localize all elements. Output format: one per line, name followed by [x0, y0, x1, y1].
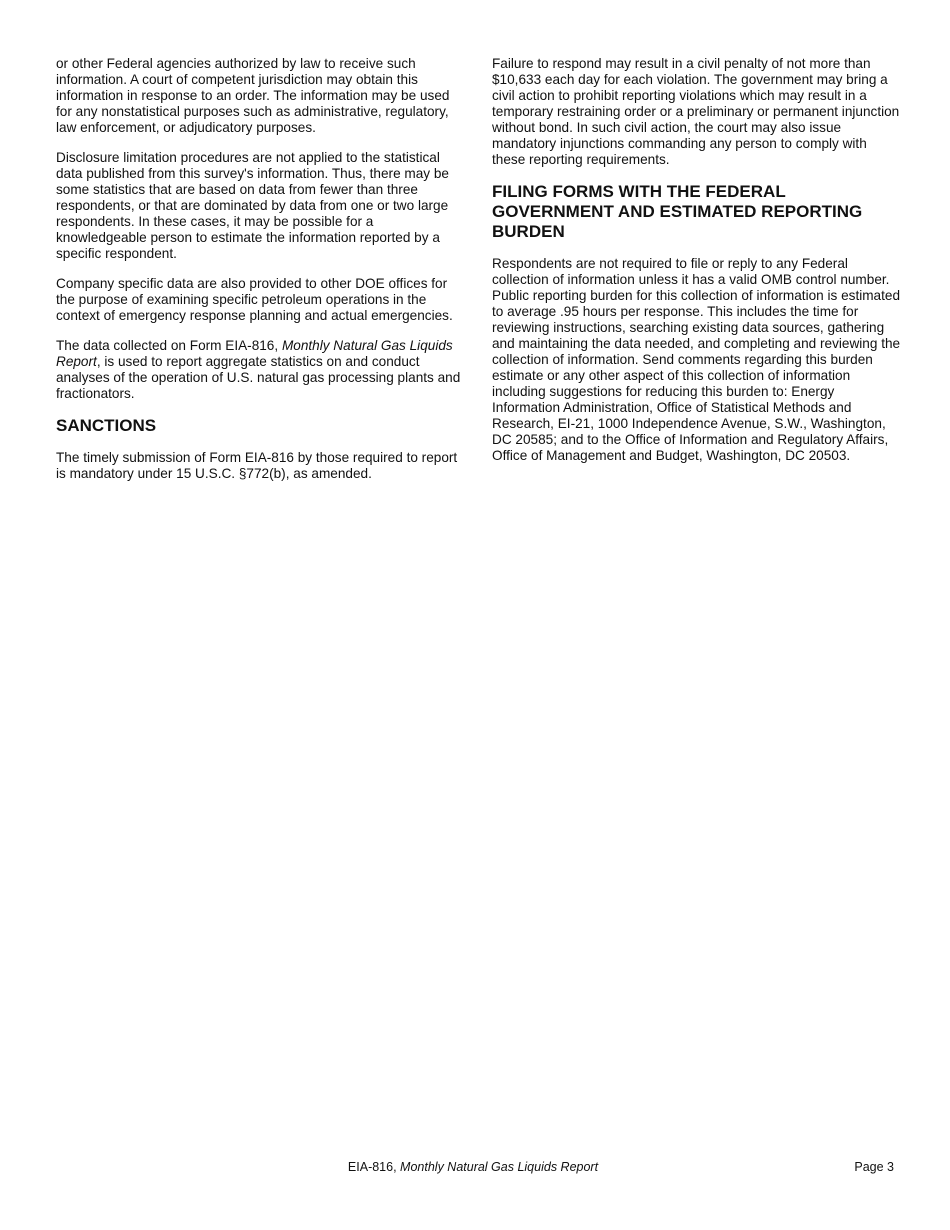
reporting-burden-paragraph: Respondents are not required to file or reply to any Federal collection of information unless it has a valid OMB control number. Public reporting burden for this collection of information is estimated to average .95 hours per response. This includes the time for reviewing instructions, searching existing data sources, gathering and maintaining the data needed, and completing and reviewing the collection of information. Send comments regarding this burden estimate or any other aspect of this collection of information including suggestions for reducing this burden to: Energy Information Administration, Office of Statistical Methods and Research, EI-21, 1000 Independence Avenue, S.W., Washington, DC 20585; and to the Office of Information and Regulatory Affairs, Office of Management and Budget, Washington, DC 20503. — [492, 256, 901, 463]
filing-forms-heading: FILING FORMS WITH THE FEDERAL GOVERNMENT AND ESTIMATED REPORTING BURDEN — [492, 182, 863, 241]
data-collected-text-end: , is used to report aggregate statistics on and conduct analyses of the operation of U.S. natural gas processing plants and fractionators. — [56, 354, 461, 401]
data-collected-text-start: The data collected on Form EIA-816, — [56, 338, 282, 353]
left-column — [56, 56, 466, 496]
footer-form-id: EIA-816, — [347, 1160, 401, 1174]
penalty-paragraph: Failure to respond may result in a civil penalty of not more than $10,633 each day for each violation. The government may bring a civil action to prohibit reporting violations which may result in a temporary restraining order or a preliminary or permanent injunction without bond. In such civil action, the court may also issue mandatory injunctions commanding any person to comply with these reporting requirements. — [492, 56, 900, 167]
page-number: Page 3 — [854, 1160, 894, 1174]
data-collected-paragraph — [56, 338, 466, 402]
agencies-paragraph: or other Federal agencies authorized by law to receive such information. A court of competent jurisdiction may obtain this information in response to an order. The information may be used for any nonstatistical purposes such as administrative, regulatory, law enforcement, or adjudicatory purposes. — [56, 56, 450, 135]
footer-report-name — [0, 1160, 946, 1174]
right-column — [492, 56, 902, 478]
disclosure-paragraph: Disclosure limitation procedures are not applied to the statistical data published from this survey's information. Thus, there may be some statistics that are based on data from fewer than three respondents, or that are dominated by data from one or two large respondents. In these cases, it may be possible for a knowledgeable person to estimate the information reported by a specific respondent. — [56, 150, 449, 261]
company-data-paragraph: Company specific data are also provided to other DOE offices for the purpose of examining specific petroleum operations in the context of emergency response planning and actual emergencies. — [56, 276, 453, 323]
footer-form-title: Monthly Natural Gas Liquids Report — [400, 1160, 599, 1174]
timely-submission-paragraph: The timely submission of Form EIA-816 by those required to report is mandatory under 15 U.S.C. §772(b), as amended. — [56, 450, 458, 481]
report-title-italic: Monthly Natural Gas Liquids Report — [56, 338, 453, 369]
sanctions-heading: SANCTIONS — [56, 416, 157, 435]
